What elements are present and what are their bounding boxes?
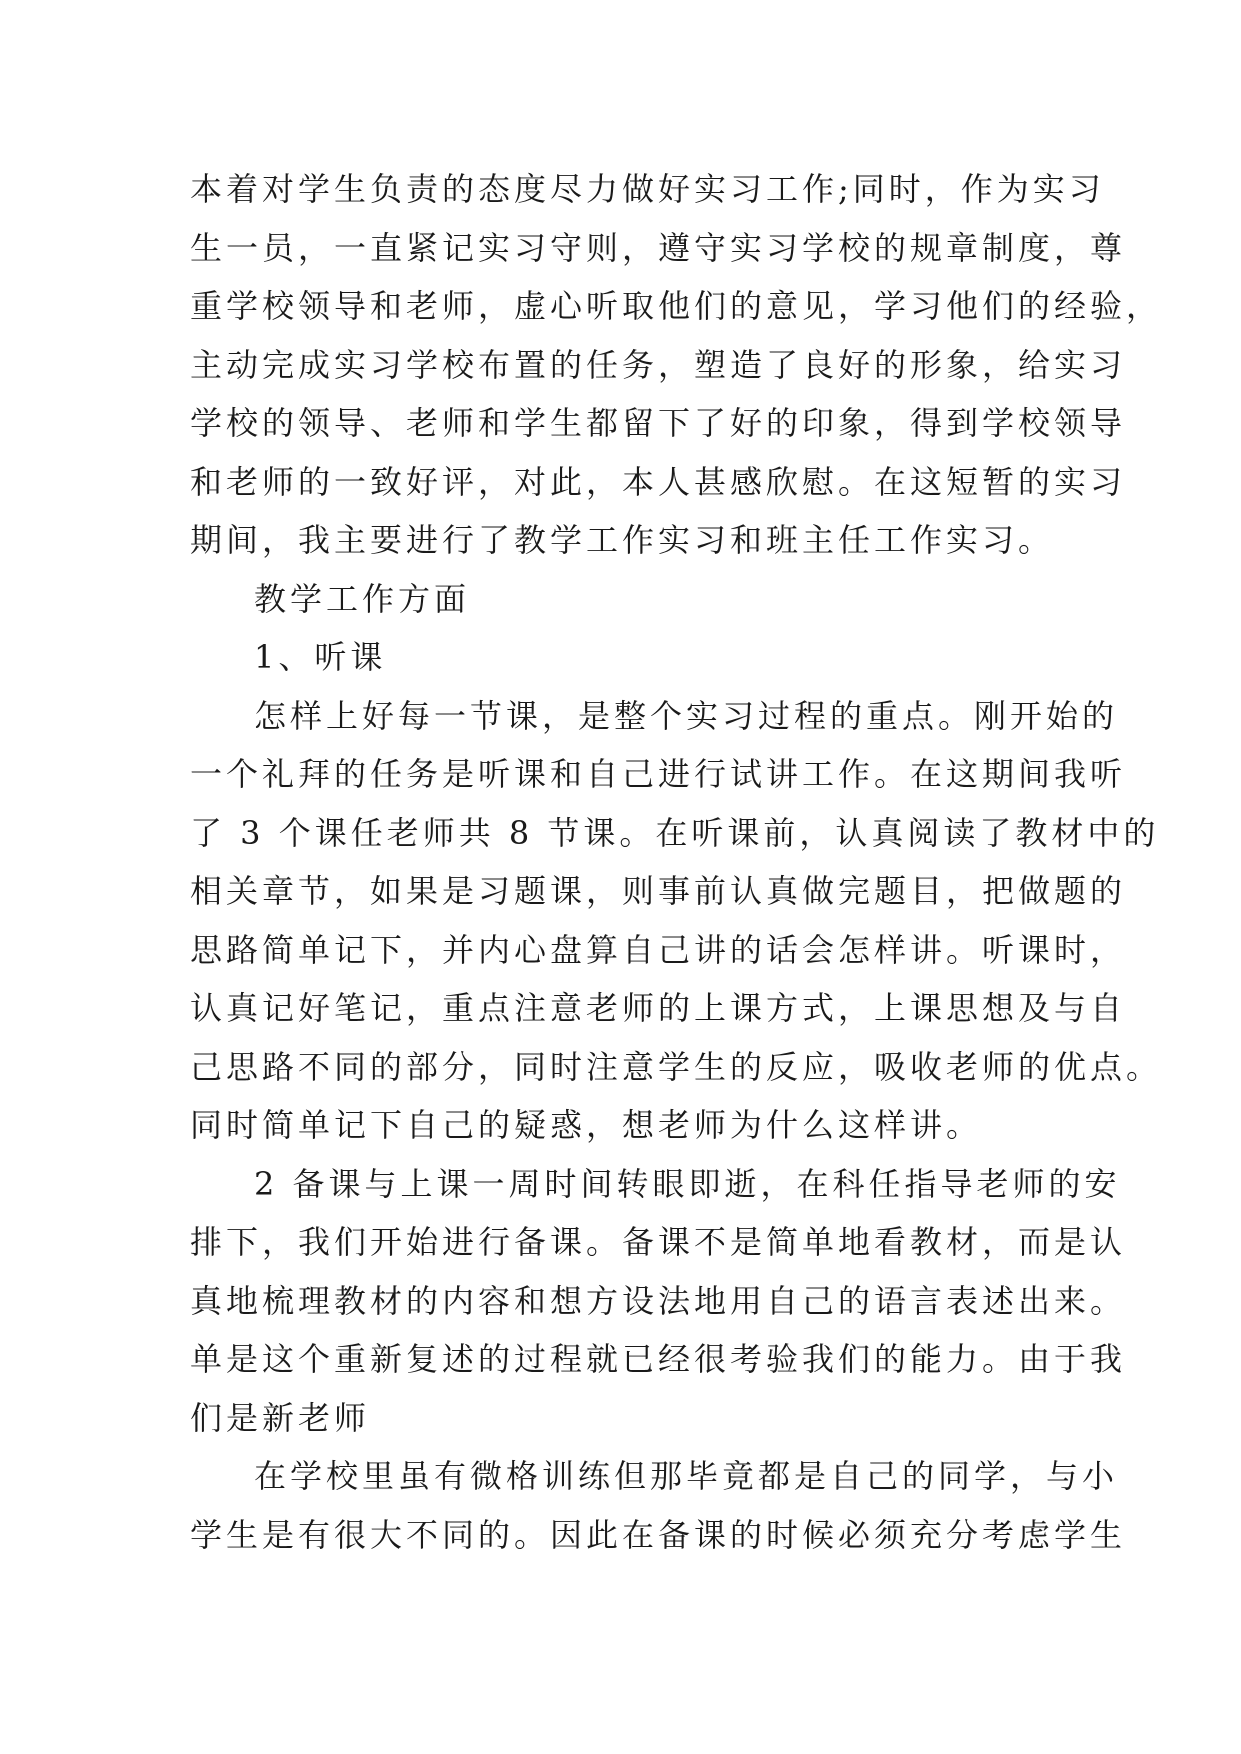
document-body (190, 160, 1163, 1564)
text-line: 学校的领导、老师和学生都留下了好的印象，得到学校领导 (190, 404, 1127, 442)
text-line: 期间，我主要进行了教学工作实习和班主任工作实习。 (190, 521, 1055, 559)
text-line: 2 备课与上课一周时间转眼即逝，在科任指导老师的安 (254, 1164, 1121, 1203)
text-line: 重学校领导和老师，虚心听取他们的意见，学习他们的经验， (190, 287, 1163, 325)
text-line: 一个礼拜的任务是听课和自己进行试讲工作。在这期间我听 (190, 755, 1127, 793)
text-line: 排下，我们开始进行备课。备课不是简单地看教材，而是认 (190, 1223, 1127, 1261)
text-line: 1、听课 (254, 638, 387, 676)
text-line: 生一员，一直紧记实习守则，遵守实习学校的规章制度，尊 (190, 228, 1127, 267)
text-line: 怎样上好每一节课，是整个实习过程的重点。刚开始的 (254, 696, 1119, 735)
text-line: 单是这个重新复述的过程就已经很考验我们的能力。由于我 (190, 1340, 1127, 1378)
text-line: 们是新老师 (190, 1398, 371, 1437)
text-line: 在学校里虽有微格训练但那毕竟都是自己的同学，与小 (254, 1457, 1119, 1495)
text-line: 真地梳理教材的内容和想方设法地用自己的语言表述出来。 (190, 1281, 1127, 1320)
text-line: 己思路不同的部分，同时注意学生的反应，吸收老师的优点。 (190, 1047, 1163, 1086)
text-line: 思路简单记下，并内心盘算自己讲的话会怎样讲。听课时， (190, 930, 1127, 969)
text-line: 认真记好笔记，重点注意老师的上课方式，上课思想及与自 (190, 989, 1127, 1027)
text-line: 主动完成实习学校布置的任务，塑造了良好的形象，给实习 (190, 345, 1127, 384)
text-line: 同时简单记下自己的疑惑，想老师为什么这样讲。 (190, 1106, 983, 1144)
text-line: 了 3 个课任老师共 8 节课。在听课前，认真阅读了教材中的 (190, 813, 1160, 852)
text-line: 本着对学生负责的态度尽力做好实习工作;同时，作为实习 (190, 170, 1105, 208)
text-line: 相关章节，如果是习题课，则事前认真做完题目，把做题的 (190, 872, 1127, 910)
text-line: 学生是有很大不同的。因此在备课的时候必须充分考虑学生 (190, 1515, 1127, 1554)
text-line: 和老师的一致好评，对此，本人甚感欣慰。在这短暂的实习 (190, 462, 1127, 501)
text-line: 教学工作方面 (254, 579, 471, 618)
